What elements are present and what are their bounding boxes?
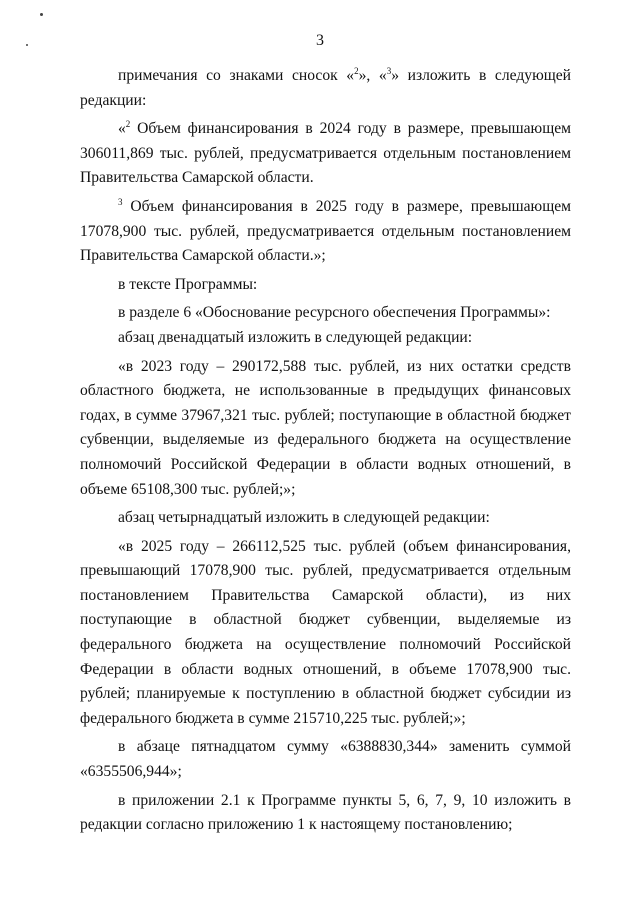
- paragraph-appendix-2-1: в приложении 2.1 к Программе пункты 5, 6, 7, 9, 10 изложить в редакции согласно приложению 1 к настоящему постановлению;: [80, 791, 571, 834]
- paragraph-footnote-3: $^3$ Объем финансирования в 2025 году в размере, превышающем 17078,900 тыс. рублей, предусматривается отдельным постановлением Правительства Самарской области.»;: [80, 196, 571, 265]
- scan-speck: [40, 13, 43, 16]
- paragraph-footnote-2: «$^2$ Объем финансирования в 2024 году в размере, превышающем 306011,869 тыс. рублей, предусматривается отдельным постановлением Правительства Самарской области.: [80, 119, 571, 187]
- document-body: [80, 64, 571, 838]
- paragraph-footnote-intro: примечания со знаками сносок «$^2$», «$^3$» изложить в следующей редакции:: [80, 65, 572, 109]
- paragraph-2025-funding: «в 2025 году – 266112,525 тыс. рублей (объем финансирования, превышающий 17078,900 тыс. рублей, предусматривается отдельным постановлением Правительства Самарской области), из них поступающие в областной бюджет субвенции, выделяемые из федерального бюджета на осуществление полномочий Российской Федерации в области водных отношений, в объеме 17078,900 тыс. рублей; планируемые к поступлению в областной бюджет субсидии из федерального бюджета в сумме 215710,225 тыс. рублей;»;: [80, 537, 571, 727]
- paragraph-2023-funding: «в 2023 году – 290172,588 тыс. рублей, из них остатки средств областного бюджета, не использованные в предыдущих финансовых годах, в сумме 37967,321 тыс. рублей; поступающие в областной бюджет субвенции, выделяемые из федерального бюджета на осуществление полномочий Российской Федерации в области водных отношений, в объеме 65108,300 тыс. рублей;»;: [80, 357, 571, 498]
- paragraph-section-6: в разделе 6 «Обоснование ресурсного обеспечения Программы»:: [118, 304, 551, 322]
- paragraph-abzac-12-intro: абзац двенадцатый изложить в следующей редакции:: [118, 328, 473, 346]
- paragraph-program-text: в тексте Программы:: [118, 275, 258, 293]
- page-number: 3: [316, 32, 324, 49]
- paragraph-abzac-14-intro: абзац четырнадцатый изложить в следующей редакции:: [118, 509, 490, 527]
- paragraph-abzac-15: в абзаце пятнадцатом сумму «6388830,344» заменить суммой «6355506,944»;: [80, 738, 571, 781]
